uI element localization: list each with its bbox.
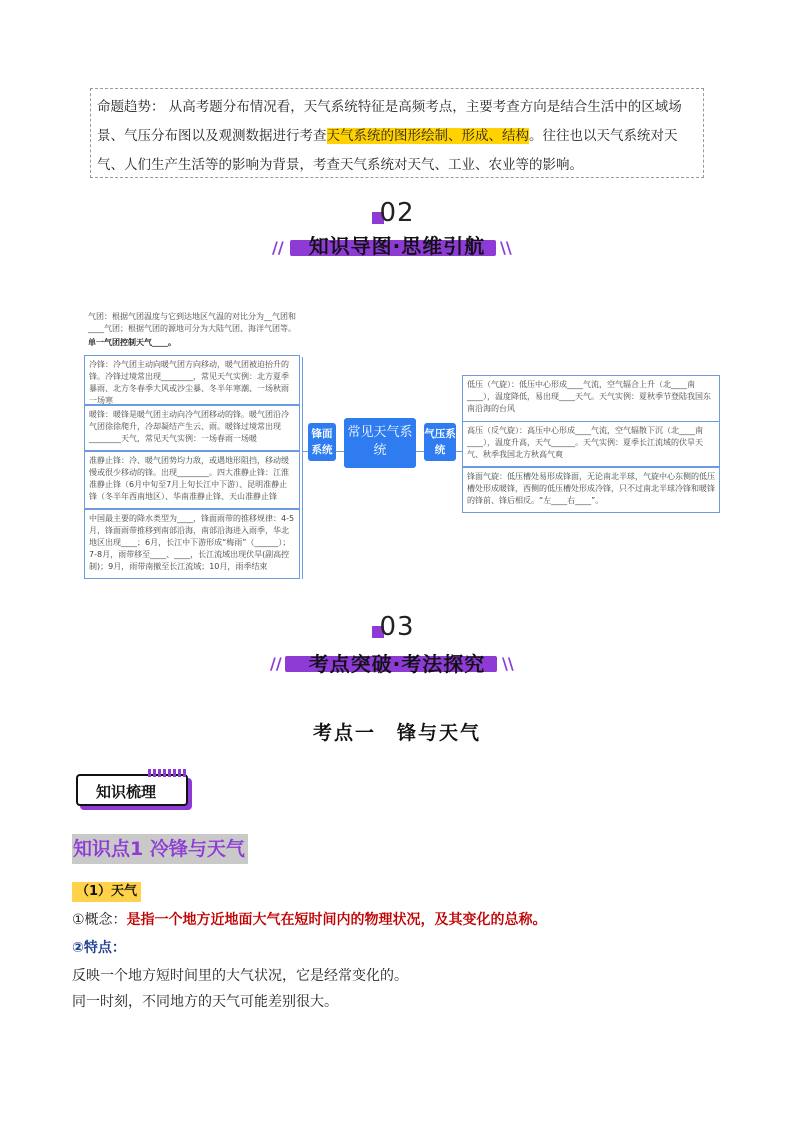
mind-map	[84, 305, 724, 580]
slash-left-icon: //	[272, 238, 284, 257]
sub-heading-num: （1）	[76, 884, 112, 899]
feature-line-2: 同一时刻，不同地方的天气可能差别很大。	[72, 994, 338, 1010]
mm-connector	[302, 357, 303, 579]
dots-decoration-icon	[148, 769, 188, 777]
section-02-header	[0, 198, 794, 278]
section-number: 02	[379, 198, 415, 228]
trend-label: 命题趋势：	[97, 99, 165, 115]
mm-box-cold-front: 冷锋：冷气团主动向暖气团方向移动，暖气团被迫抬升的锋。冷锋过境常出现________，常见天气实例：北方夏季暴雨、北方冬春季大风或沙尘暴、冬半年寒潮、一场秋雨一场寒	[84, 355, 300, 405]
sub-heading-text: 天气	[111, 884, 138, 899]
trend-highlight: 天气系统的图形绘制、形成、结构	[326, 128, 529, 144]
node-front-system: 锋面系统	[308, 423, 336, 461]
concept-text: 是指一个地方近地面大气在短时间内的物理状况，及其变化的总称。	[126, 912, 547, 928]
trend-box	[90, 88, 704, 178]
mm-box-stationary-front: 准静止锋：冷、暖气团势均力敌，或遇地形阻挡，移动缓慢或很少移动的锋。出现________。四大准静止锋：江淮准静止锋（6月中旬至7月上旬长江中下游）、昆明准静止锋（冬半年西南地区）、华南准静止锋、天山准静止锋	[84, 451, 300, 509]
mm-box-frontal-cyclone: 锋面气旋：低压槽处易形成锋面，无论南北半球，气旋中心东侧的低压槽处形成暖锋，西侧的低压槽处形成冷锋，只不过南北半球冷锋和暖锋的锋前、锋后相反。“左____右____”。	[462, 467, 720, 513]
mm-connector	[336, 451, 344, 452]
mm-box-rain-belt: 中国最主要的降水类型为____，锋面雨带的推移规律：4-5月，锋面雨带推移到南部沿海，南部沿海进入雨季，华北地区出现____；6月，长江中下游形成“梅雨”（______）；7-8月，雨带移至____、____，长江流域出现伏旱(副高控制)；9月，雨带南撤至长江流域；10月，雨季结束	[84, 509, 300, 579]
section-title: 知识导图·思维引航	[308, 234, 486, 258]
mm-note-bold: 单一气团控制天气____。	[88, 338, 176, 347]
slash-right-icon: \\	[500, 238, 512, 257]
sub-heading	[72, 882, 141, 902]
knowledge-point-title: 知识点1 冷锋与天气	[72, 834, 248, 864]
section-number: 03	[379, 612, 415, 642]
knowledge-tag	[76, 774, 188, 806]
mm-connector	[416, 451, 424, 452]
mm-box-high-pressure: 高压（反气旋）：高压中心形成____气流，空气辐散下沉（北____南____），温度升高，天气______。天气实例：夏季长江流域的伏旱天气、秋季我国北方秋高气爽	[462, 421, 720, 467]
mm-box-warm-front: 暖锋：暖锋是暖气团主动向冷气团移动的锋。暖气团沿冷气团徐徐爬升，冷却凝结产生云、雨。暖锋过境常出现________天气，常见天气实例：一场春雨一场暖	[84, 405, 300, 451]
feature-label: ②特点：	[72, 940, 126, 956]
mm-box-low-pressure: 低压（气旋）：低压中心形成____气流，空气辐合上升（北____南____），温度降低，易出现____天气。天气实例：夏秋季节登陆我国东南沿海的台风	[462, 375, 720, 427]
mm-note: 气团：根据气团温度与它到达地区气温的对比分为__气团和____气团；根据气团的源地可分为大陆气团、海洋气团等。	[88, 312, 296, 333]
node-weather-system: 常见天气系统	[344, 418, 416, 468]
trend-text: 从高考题分布情况看，天气系统特征是高频考点，主要考查方向是结合生活中的区域场景、气压分布图以及观测数据进行考查	[97, 99, 682, 144]
feature-line-1: 反映一个地方短时间里的大气状况，它是经常变化的。	[72, 968, 408, 984]
section-03-header	[0, 612, 794, 692]
concept-line	[72, 910, 547, 930]
slash-right-icon: \\	[502, 654, 514, 673]
node-pressure-system: 气压系统	[424, 423, 456, 461]
slash-left-icon: //	[270, 654, 282, 673]
section-title: 考点突破·考法探究	[308, 652, 486, 676]
trend-text-end: 。往往也以天气系统对天气、人们生产生活等的影响为背景，考查天气系统对天气、工业、农业等的影响。	[97, 128, 678, 173]
concept-label: ①概念：	[72, 912, 127, 928]
topic-title: 考点一 锋与天气	[312, 722, 481, 744]
knowledge-tag-label: 知识梳理	[96, 783, 157, 801]
